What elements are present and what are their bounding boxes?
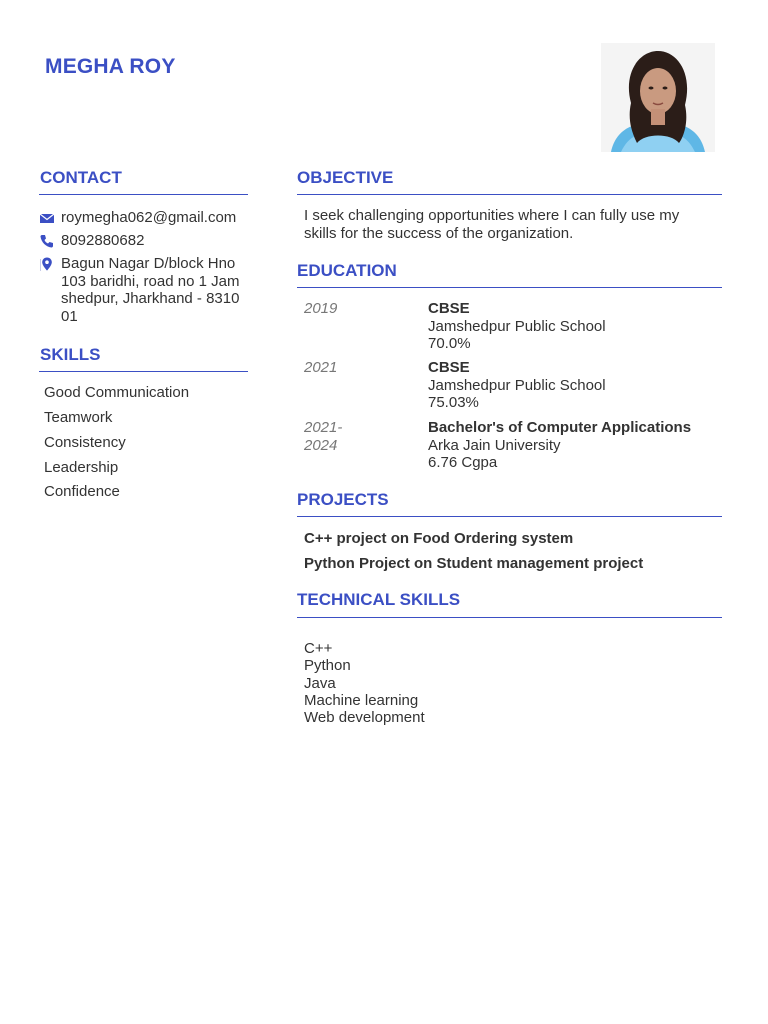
objective-heading: OBJECTIVE <box>297 168 394 187</box>
education-year <box>304 419 364 454</box>
skill-item: Consistency <box>44 434 126 451</box>
education-score: 75.03% <box>428 394 479 411</box>
objective-divider <box>297 194 722 195</box>
objective-text: I seek challenging opportunities where I can fully use my skills for the success of the organization. <box>304 207 680 242</box>
education-divider <box>297 287 722 288</box>
education-entry <box>428 300 606 353</box>
projects-heading: PROJECTS <box>297 490 389 509</box>
candidate-name: MEGHA ROY <box>45 55 176 78</box>
contact-phone: 8092880682 <box>61 232 145 249</box>
profile-photo <box>601 43 715 152</box>
skill-item: Leadership <box>44 459 119 476</box>
education-score: 6.76 Cgpa <box>428 454 498 471</box>
education-year: 2019 <box>304 300 338 317</box>
skills-heading: SKILLS <box>40 345 101 364</box>
education-school: Jamshedpur Public School <box>428 317 606 335</box>
education-degree: CBSE <box>428 359 470 376</box>
skill-item: Good Communication <box>44 384 190 401</box>
address-line: Bagun Nagar D/block Hno <box>61 255 236 272</box>
location-pin-icon <box>39 256 55 272</box>
education-degree: Bachelor's of Computer Applications <box>428 419 692 436</box>
contact-address-row <box>39 255 249 325</box>
contact-email: roymegha062@gmail.com <box>61 209 237 226</box>
skills-divider <box>39 371 248 372</box>
education-heading: EDUCATION <box>297 261 397 280</box>
project-item: Python Project on Student management project <box>304 555 644 572</box>
address-line: shedpur, Jharkhand - 8310 <box>61 290 240 307</box>
contact-divider <box>39 194 248 195</box>
technical-skills-heading: TECHNICAL SKILLS <box>297 590 461 609</box>
education-year-line: 2021- <box>304 419 343 436</box>
skill-item: Confidence <box>44 483 120 500</box>
profile-photo-illustration <box>601 43 715 152</box>
address-line: 103 baridhi, road no 1 Jam <box>61 272 240 290</box>
education-school: Arka Jain University <box>428 436 561 454</box>
technical-skills-divider <box>297 617 722 618</box>
education-year-line: 2024 <box>304 436 338 454</box>
technical-skill-item: Machine learning <box>304 691 419 709</box>
envelope-icon <box>39 210 55 226</box>
education-entry <box>428 359 606 412</box>
contact-phone-row <box>39 232 249 250</box>
education-year: 2021 <box>304 359 338 376</box>
contact-heading: CONTACT <box>40 168 122 187</box>
education-degree: CBSE <box>428 300 470 317</box>
contact-address <box>61 255 249 325</box>
project-item: C++ project on Food Ordering system <box>304 530 574 547</box>
phone-icon <box>39 233 55 249</box>
technical-skill-item: Java <box>304 674 336 692</box>
address-line: 01 <box>61 307 78 325</box>
education-score: 70.0% <box>428 335 471 352</box>
technical-skill-item: Web development <box>304 709 425 727</box>
technical-skill-item: C++ <box>304 640 333 657</box>
education-entry <box>428 419 691 472</box>
technical-skills-list <box>304 640 425 726</box>
skill-item: Teamwork <box>44 409 113 426</box>
technical-skill-item: Python <box>304 657 351 675</box>
projects-divider <box>297 516 722 517</box>
education-school: Jamshedpur Public School <box>428 376 606 394</box>
contact-email-row <box>39 209 249 227</box>
